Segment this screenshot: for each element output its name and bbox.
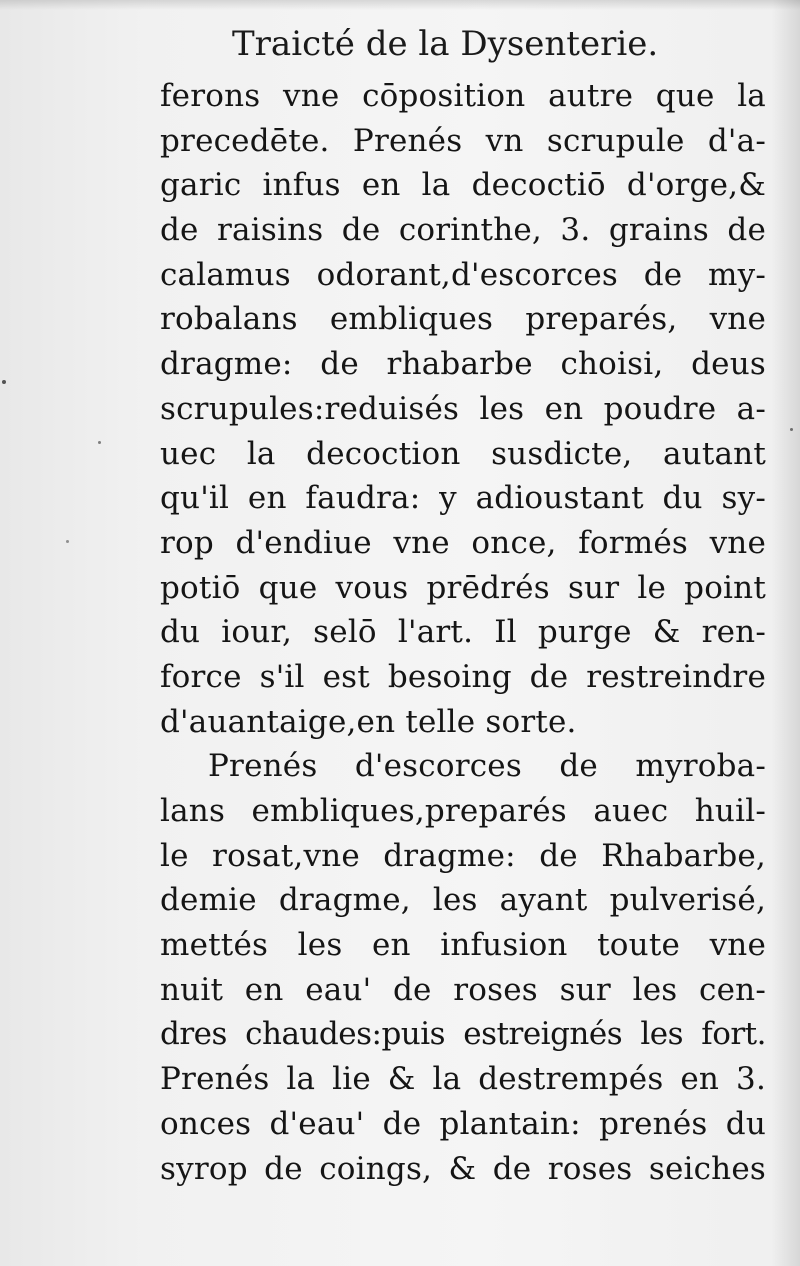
page-top-shadow	[0, 0, 800, 10]
paper-speck	[2, 380, 6, 384]
text-line: du iour, selō l'art. Il purge & ren-	[160, 614, 766, 651]
text-line: mettés les en infusion toute vne	[160, 927, 766, 964]
running-head: Traicté de la Dysenterie.	[232, 24, 659, 64]
text-line: lans embliques,preparés auec huil-	[160, 793, 766, 829]
text-line: scrupules:reduisés les en poudre a-	[160, 390, 766, 427]
text-line: uec la decoction susdicte, autant	[160, 435, 766, 472]
text-line: ferons vne cōposition autre que la	[160, 78, 766, 114]
text-line: le rosat,vne dragme: de Rhabarbe,	[160, 837, 766, 874]
paper-speck	[98, 441, 101, 444]
text-line: dres chaudes:puis estreignés les fort.	[160, 1016, 766, 1053]
text-line: d'auantaige,en telle sorte.	[160, 703, 577, 740]
text-line: precedēte. Prenés vn scrupule d'a-	[160, 122, 766, 159]
text-line: qu'il en faudra: y adioustant du sy-	[160, 480, 766, 517]
text-line: dragme: de rhabarbe choisi, deus	[160, 346, 766, 383]
text-line: potiō que vous prēdrés sur le point	[160, 569, 766, 606]
text-line: syrop de coings, & de roses seiches	[160, 1150, 766, 1187]
text-line: robalans embliques preparés, vne	[160, 301, 766, 338]
text-line: calamus odorant,d'escorces de my-	[160, 256, 766, 293]
paper-speck	[790, 428, 793, 431]
paper-speck	[66, 540, 69, 543]
text-line: de raisins de corinthe, 3. grains de	[160, 212, 766, 249]
text-line: Prenés d'escorces de myroba-	[208, 748, 766, 785]
text-line: force s'il est besoing de restreindre	[160, 658, 766, 695]
text-line: nuit en eau' de roses sur les cen-	[160, 971, 766, 1008]
page-spine-shadow	[772, 0, 800, 1266]
text-line: onces d'eau' de plantain: prenés du	[160, 1105, 766, 1142]
text-line: rop d'endiue vne once, formés vne	[160, 524, 766, 561]
body-text	[160, 74, 766, 1191]
text-line: Prenés la lie & la destrempés en 3.	[160, 1061, 766, 1098]
text-line: demie dragme, les ayant pulverisé,	[160, 882, 766, 919]
text-line: garic infus en la decoctiō d'orge,&	[160, 167, 766, 204]
